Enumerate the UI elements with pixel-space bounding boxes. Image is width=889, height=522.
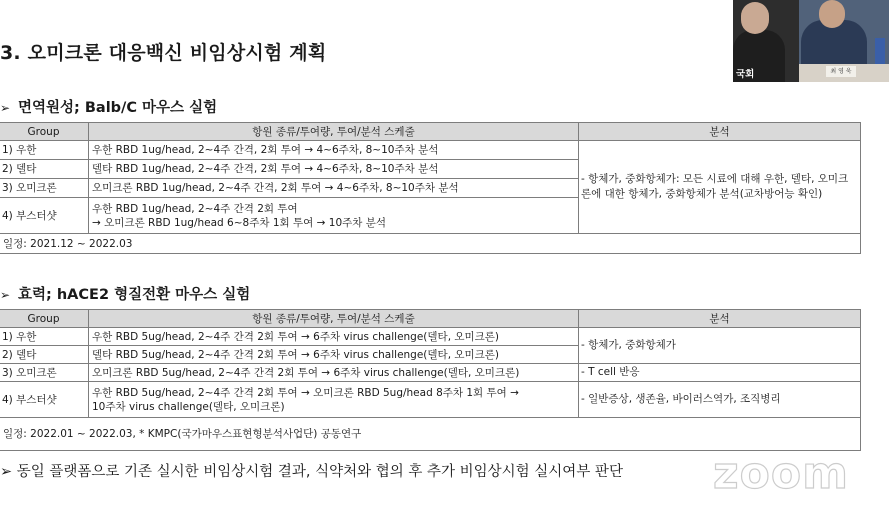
analysis-cell: - 항체가, 중화항체가 [579,328,861,364]
schedule-cell [89,382,579,418]
header-group: Group [0,123,89,141]
schedule-cell [89,198,579,234]
schedule-period: 일정: 2021.12 ~ 2022.03 [0,234,861,254]
analysis-cell: - T cell 반응 [579,364,861,382]
schedule-line: 우한 RBD 1ug/head, 2~4주 간격 2회 투여 [92,202,298,215]
nameplate: 최 영 욱 [826,66,856,77]
video-thumbnail[interactable] [733,0,889,82]
group-cell: 3) 오미크론 [0,364,89,382]
group-cell: 4) 부스터샷 [0,198,89,234]
schedule-line: → 오미크론 RBD 1ug/head 6~8주차 1회 투여 → 10주차 분석 [92,216,387,229]
group-cell: 2) 델타 [0,160,89,179]
schedule-cell: 우한 RBD 5ug/head, 2~4주 간격 2회 투여 → 6주차 virus challenge(델타, 오미크론) [89,328,579,346]
group-cell: 2) 델타 [0,346,89,364]
schedule-line: 우한 RBD 5ug/head, 2~4주 간격 2회 투여 → 오미크론 RBD 5ug/head 8주차 1회 투여 → [92,386,519,399]
group-cell: 3) 오미크론 [0,179,89,198]
participant-face [741,2,769,34]
section-heading-text: 면역원성; Balb/C 마우스 실험 [18,100,218,116]
group-cell: 1) 우한 [0,328,89,346]
schedule-cell: 오미크론 RBD 5ug/head, 2~4주 간격 2회 투여 → 6주차 virus challenge(델타, 오미크론) [89,364,579,382]
arrow-bullet-icon: ➢ [0,288,11,302]
header-analysis: 분석 [579,310,861,328]
header-schedule: 항원 종류/투여량, 투여/분석 스케줄 [89,310,579,328]
section-immunogenicity-heading [0,96,217,117]
group-cell: 1) 우한 [0,141,89,160]
section-efficacy-heading [0,283,250,304]
header-schedule: 항원 종류/투여량, 투여/분석 스케줄 [89,123,579,141]
arrow-bullet-icon: ➢ [0,101,11,115]
zoom-watermark-logo: zoom [713,448,849,499]
group-cell: 4) 부스터샷 [0,382,89,418]
participant-name-label: 국회 [736,69,755,80]
schedule-cell: 델타 RBD 1ug/head, 2~4주 간격, 2회 투여 → 4~6주차, 8~10주차 분석 [89,160,579,179]
flag-icon [875,38,885,64]
bottom-note: ➢ 동일 플랫폼으로 기존 실시한 비임상시험 결과, 식약처와 협의 후 추가 비임상시험 실시여부 판단 [0,464,623,480]
schedule-cell: 델타 RBD 5ug/head, 2~4주 간격 2회 투여 → 6주차 virus challenge(델타, 오미크론) [89,346,579,364]
immunogenicity-table [0,122,861,254]
analysis-cell: - 일반증상, 생존율, 바이러스역가, 조직병리 [579,382,861,418]
schedule-cell: 오미크론 RBD 1ug/head, 2~4주 간격, 2회 투여 → 4~6주차, 8~10주차 분석 [89,179,579,198]
header-group: Group [0,310,89,328]
schedule-line: 10주차 virus challenge(델타, 오미크론) [92,400,285,413]
page-title: 3. 오미크론 대응백신 비임상시험 계획 [0,42,327,64]
analysis-cell: - 항체가, 중화항체가: 모든 시료에 대해 우한, 델타, 오미크론에 대한 항체가, 중화항체가 분석(교차방어능 확인) [579,141,861,234]
participant-face [819,0,845,28]
schedule-period: 일정: 2022.01 ~ 2022.03, * KMPC(국가마우스표현형분석사업단) 공동연구 [0,418,861,451]
header-analysis: 분석 [579,123,861,141]
efficacy-table [0,309,861,451]
section-heading-text: 효력; hACE2 형질전환 마우스 실험 [18,287,251,303]
schedule-cell: 우한 RBD 1ug/head, 2~4주 간격, 2회 투여 → 4~6주차, 8~10주차 분석 [89,141,579,160]
